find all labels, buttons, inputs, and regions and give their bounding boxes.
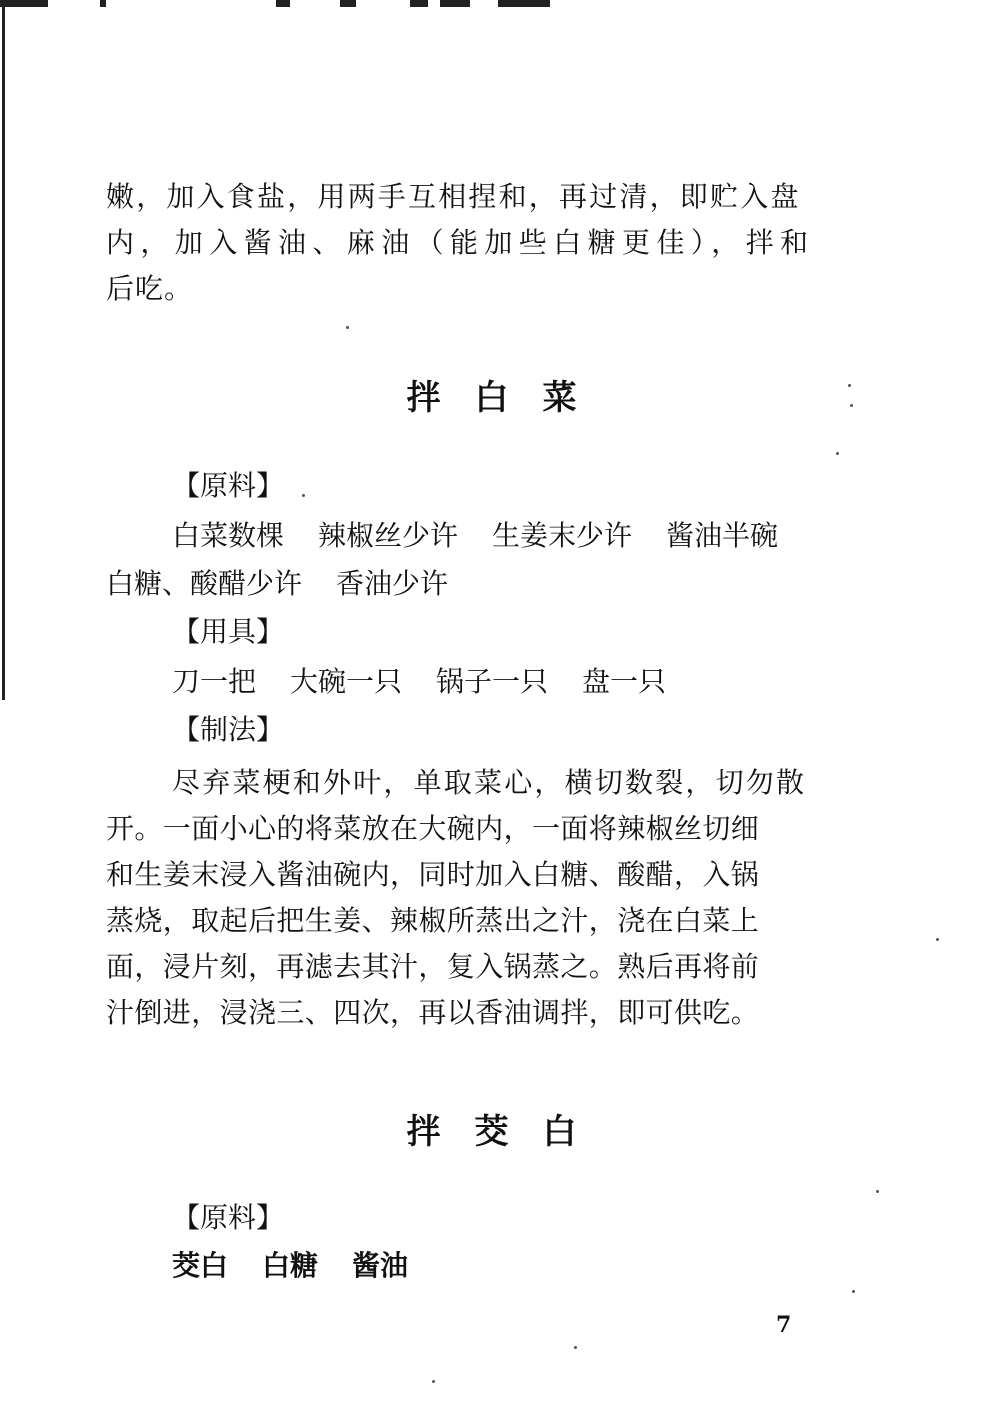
text-line: 和生姜末浸入酱油碗内，同时加入白糖、酸醋，入锅	[106, 858, 760, 891]
scan-speck	[852, 1290, 855, 1293]
ingredient-item: 酱油	[352, 1249, 409, 1282]
method-paragraph	[106, 760, 848, 1036]
ingredients-label: 【原料】	[172, 469, 285, 502]
tool-item: 刀一把	[172, 665, 257, 698]
text-line: 开。一面小心的将菜放在大碗内，一面将辣椒丝切细	[106, 812, 760, 845]
tools-label: 【用具】	[172, 615, 285, 648]
scan-speck	[836, 452, 839, 455]
ingredient-item: 生姜末少许	[492, 519, 633, 552]
text-line: 后吃。	[106, 272, 194, 305]
text-line: 尽弃菜梗和外叶，单取菜心，横切数裂，切勿散	[172, 766, 807, 799]
text-line: 汁倒进，浸浇三、四次，再以香油调拌，即可供吃。	[106, 996, 760, 1029]
scan-speck	[936, 938, 939, 941]
scan-speck	[876, 1190, 879, 1193]
scan-speck	[850, 404, 853, 407]
text-line: 内，加入酱油、麻油（能加些白糖更佳），拌和	[106, 226, 815, 259]
tool-item: 大碗一只	[290, 665, 403, 698]
tool-item: 锅子一只	[436, 665, 549, 698]
text-line: 面，浸片刻，再滤去其汁，复入锅蒸之。熟后再将前	[106, 950, 760, 983]
ingredients-label: 【原料】	[172, 1201, 285, 1234]
ingredient-item: 辣椒丝少许	[318, 519, 459, 552]
scan-speck	[574, 1346, 577, 1349]
scan-speck	[848, 384, 851, 387]
ingredient-item: 酱油半碗	[666, 519, 779, 552]
scan-speck	[302, 494, 305, 497]
scan-speck	[346, 326, 349, 329]
scan-edge-shadow	[2, 0, 5, 700]
ingredient-item: 香油少许	[336, 567, 449, 600]
text-line: 蒸烧，取起后把生姜、辣椒所蒸出之汁，浇在白菜上	[106, 904, 760, 937]
ingredients-line	[106, 566, 448, 602]
ingredient-item: 茭白	[172, 1249, 229, 1282]
section-title-jiaobai: 拌茭白	[406, 1112, 611, 1152]
method-label: 【制法】	[172, 713, 285, 746]
section-title-baicai: 拌白菜	[406, 378, 611, 418]
continued-paragraph	[106, 174, 848, 312]
scan-speck	[432, 1380, 435, 1383]
scan-top-marks	[0, 0, 560, 10]
tools-line	[172, 664, 666, 700]
ingredients-line	[172, 1248, 408, 1284]
ingredient-item: 白糖、酸醋少许	[106, 567, 303, 600]
tool-item: 盘一只	[582, 665, 667, 698]
ingredient-item: 白菜数棵	[172, 519, 285, 552]
ingredient-item: 白糖	[262, 1249, 319, 1282]
ingredients-line	[172, 518, 778, 554]
page-number: 7	[776, 1312, 792, 1338]
text-line: 嫩，加入食盐，用两手互相捏和，再过清，即贮入盘	[106, 180, 801, 213]
